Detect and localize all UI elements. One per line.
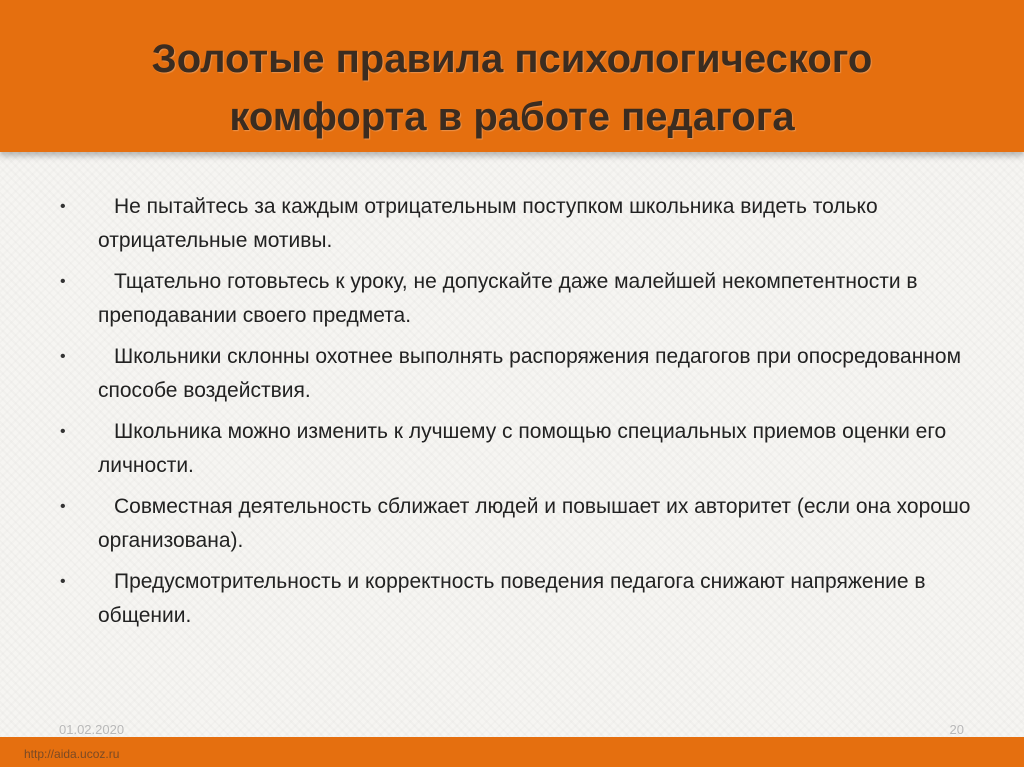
footer-bar: [0, 737, 1024, 767]
list-item: [0, 490, 978, 558]
list-item: [0, 565, 978, 633]
slide-date: 01.02.2020: [59, 722, 125, 737]
list-item: [0, 415, 978, 483]
bullet-text: Предусмотрительность и корректность поведения педагога снижают напряжение в общении.: [98, 570, 926, 627]
bullet-icon: •: [60, 573, 66, 590]
list-item: [0, 265, 978, 333]
slide-body: [0, 152, 1024, 737]
bullet-text: Совместная деятельность сближает людей и повышает их авторитет (если она хорошо организована).: [98, 495, 971, 552]
bullet-icon: •: [60, 273, 66, 290]
bullet-icon: •: [60, 498, 66, 515]
bullet-text: Школьники склонны охотнее выполнять распоряжения педагогов при опосредованном способе воздействия.: [98, 345, 962, 402]
page-number: 20: [949, 722, 964, 737]
source-link[interactable]: http://aida.ucoz.ru: [24, 747, 120, 761]
bullet-icon: •: [60, 198, 66, 215]
bullet-list: [0, 190, 1024, 640]
slide-title: Золотые правила психологического комфорта в работе педагога: [151, 37, 873, 139]
bullet-text: Не пытайтесь за каждым отрицательным поступком школьника видеть только отрицательные мотивы.: [98, 195, 878, 252]
bullet-text: Школьника можно изменить к лучшему с помощью специальных приемов оценки его личности.: [98, 420, 947, 477]
list-item: [0, 190, 978, 258]
bullet-icon: •: [60, 348, 66, 365]
bullet-text: Тщательно готовьтесь к уроку, не допускайте даже малейшей некомпетентности в преподавании своего предмета.: [98, 270, 918, 327]
title-banner: [0, 0, 1024, 152]
bullet-icon: •: [60, 423, 66, 440]
list-item: [0, 340, 978, 408]
